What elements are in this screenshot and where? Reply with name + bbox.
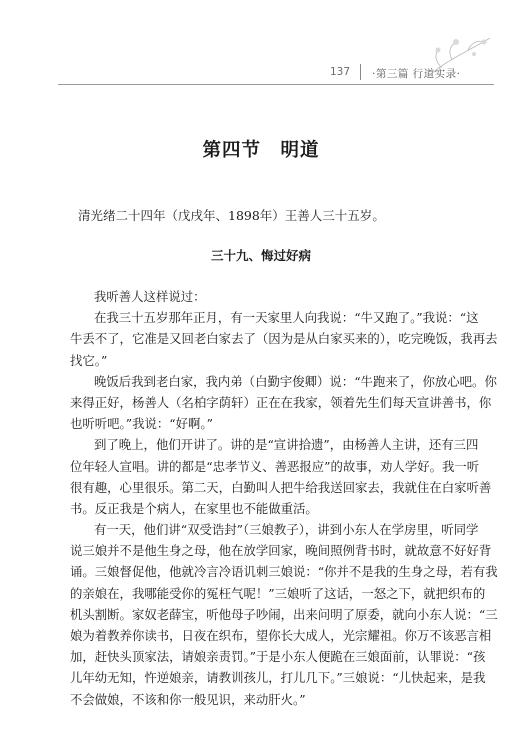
body-line: 牛丢不了，它准是又回老白家去了（因为是从白家买来的），吃完晚饭，我再去 bbox=[70, 331, 498, 347]
body-line: 诵。三娘督促他，他就冷言冷语讥刺三娘说：“你并不是我的生身之母，若有我 bbox=[70, 564, 498, 580]
body-line: 位年轻人宣唱。讲的都是“忠孝节义、善恶报应”的故事，劝人学好。我一听 bbox=[70, 458, 480, 474]
body-line: 说三娘并不是他生身之母，他在放学回家，晚间照例背书时，就故意不好好背 bbox=[70, 543, 492, 559]
subsection-title: 三十九、悔过好病 bbox=[210, 248, 311, 263]
body-line: 也听听吧。”我说：“好啊。” bbox=[70, 416, 213, 432]
chapter-label: ·第三篇 行道实录· bbox=[372, 68, 461, 80]
header-rule bbox=[58, 84, 494, 85]
body-line: 儿年幼无知，忤逆娘亲，请教训孩儿，打儿几下。”三娘说：“儿快起来，是我 bbox=[70, 670, 486, 686]
body-text bbox=[70, 286, 498, 710]
intro-line: 清光绪二十四年（戊戌年、1898年）王善人三十五岁。 bbox=[78, 208, 385, 223]
page-number: 137 bbox=[330, 66, 351, 78]
running-header bbox=[330, 62, 494, 84]
floral-ornament-icon bbox=[424, 32, 494, 80]
body-line: 书。反正我是个病人，在家里也不能做重活。 bbox=[70, 500, 318, 516]
body-line: 到了晚上，他们开讲了。讲的是“宣讲拾遗”，由杨善人主讲，还有三四 bbox=[94, 437, 479, 453]
body-line: 机头割断。家奴老薛宝，听他母子吵闹，出来问明了原委，就向小东人说：“三 bbox=[70, 606, 498, 622]
body-line: 晚饭后我到老白家，我内弟（白勤宇俊卿）说：“牛跑来了，你放心吧。你 bbox=[94, 373, 497, 389]
body-line: 在我三十五岁那年正月，有一天家里人向我说：“牛又跑了。”我说：“这 bbox=[94, 310, 479, 326]
body-line: 来得正好，杨善人（名柏字荫轩）正在在我家，领着先生们每天宣讲善书，你 bbox=[70, 394, 492, 410]
header-divider bbox=[360, 64, 361, 80]
body-line: 很有趣，心里很乐。第二天，白勤叫人把牛给我送回家去，我就住在白家听善 bbox=[70, 479, 492, 495]
body-line: 找它。” bbox=[70, 352, 108, 368]
body-line: 娘为着教养你读书，日夜在织布，望你长大成人，光宗耀祖。你万不该恶言相 bbox=[70, 628, 492, 643]
section-title: 第四节 明道 bbox=[202, 140, 320, 161]
body-line: 我听善人这样说过： bbox=[94, 289, 206, 304]
body-line: 加，赶快头顶家法，请娘亲责罚。”于是小东人便跪在三娘面前，认罪说：“孩 bbox=[70, 649, 486, 665]
body-line: 的亲娘在，我哪能受你的冤枉气呢！”三娘听了这话，一怒之下，就把织布的 bbox=[70, 585, 486, 601]
body-line: 不会做娘，不该和你一般见识，来动肝火。” bbox=[70, 691, 306, 707]
body-line: 有一天，他们讲“双受诰封”（三娘教子），讲到小东人在学房里，听同学 bbox=[94, 522, 479, 538]
